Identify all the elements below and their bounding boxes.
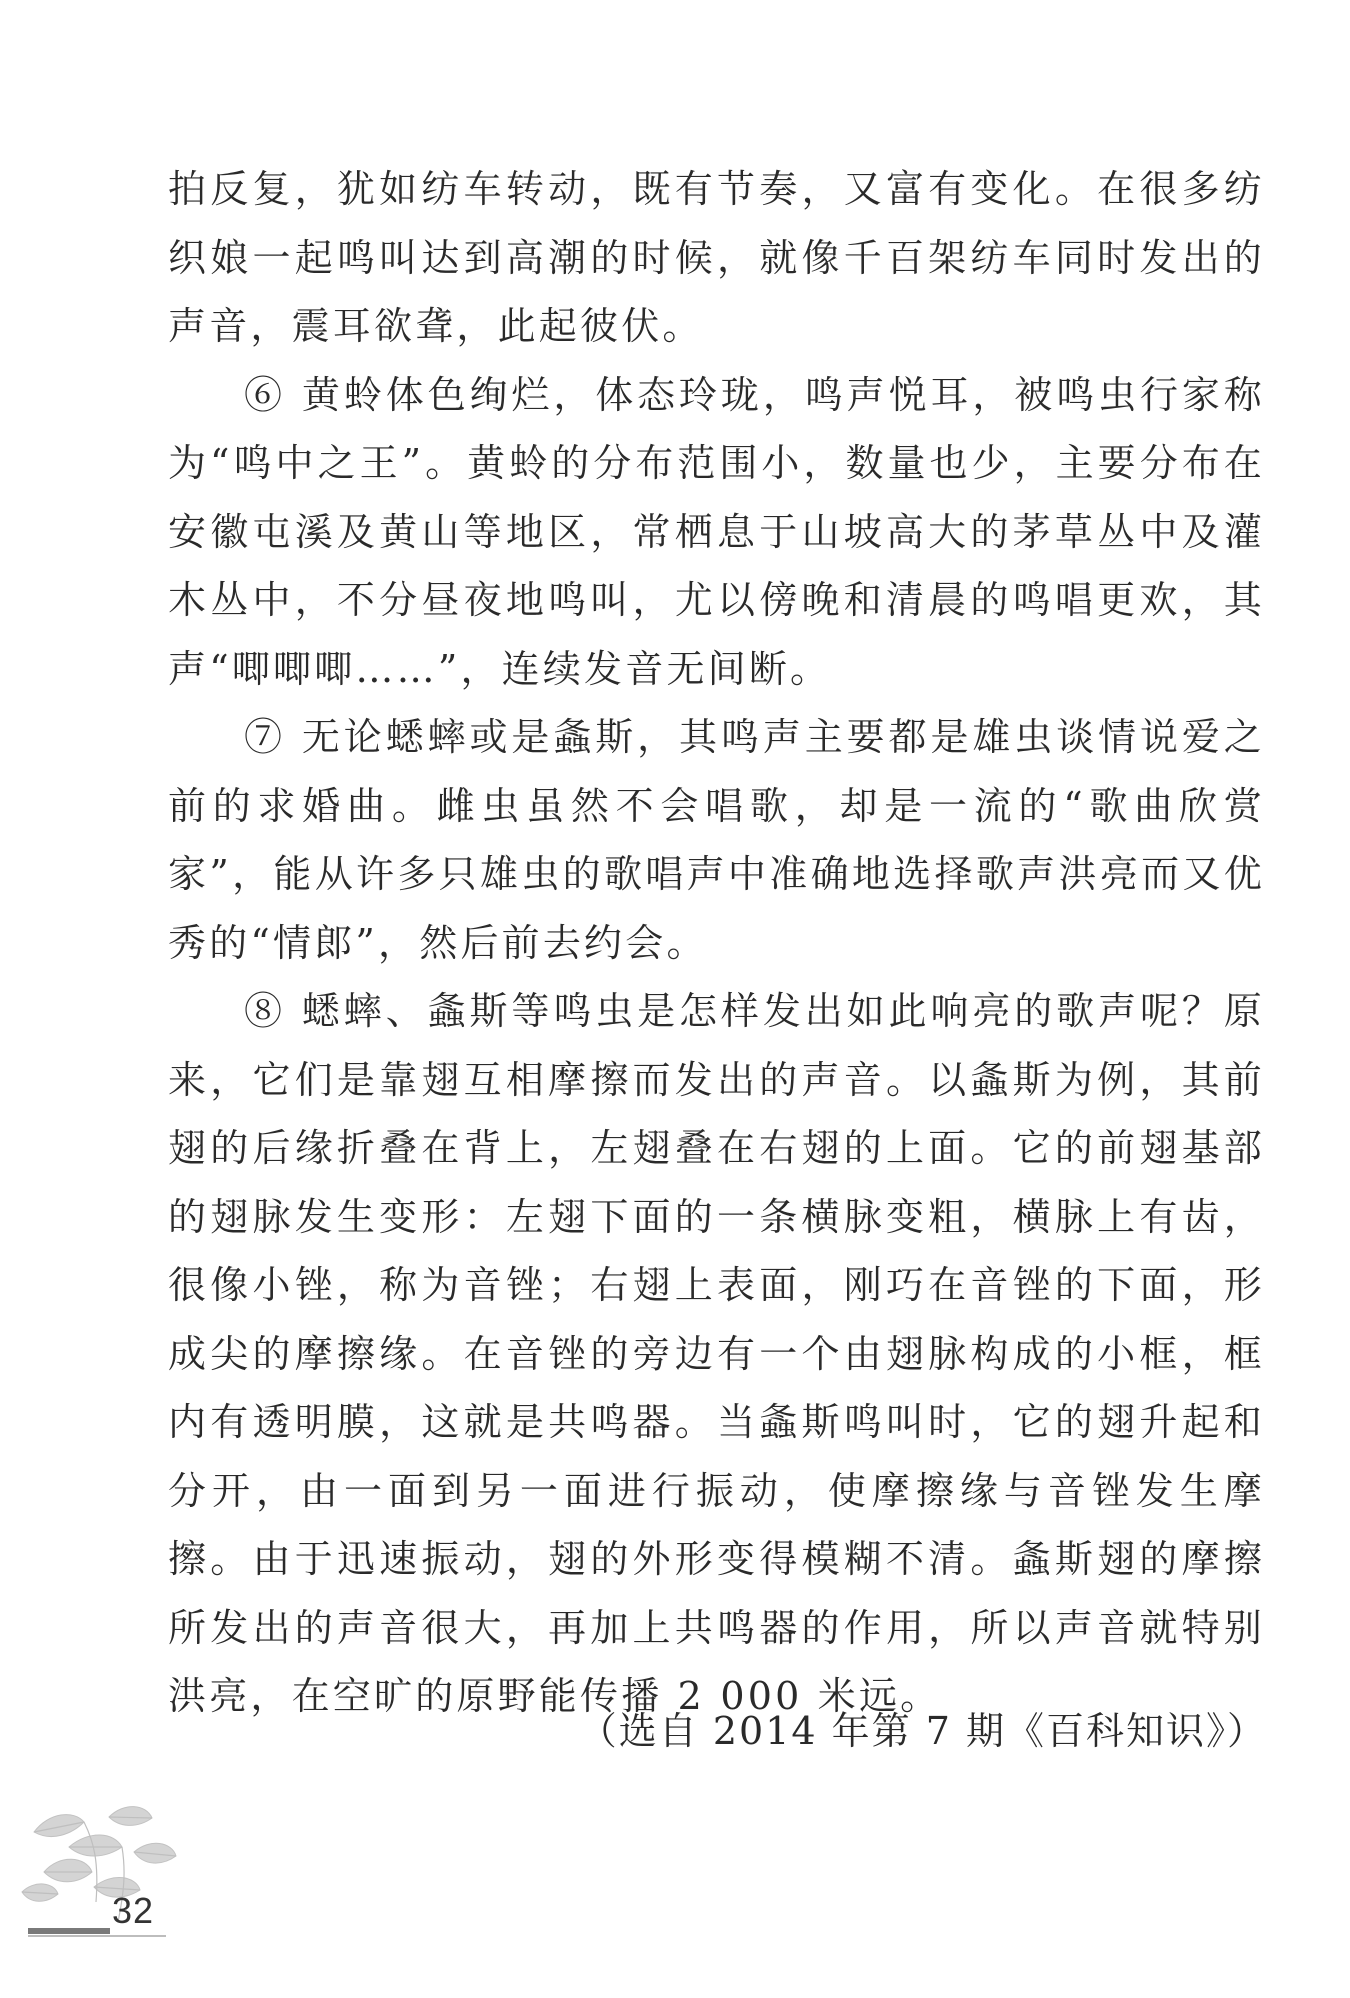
paragraph-continued: 拍反复，犹如纺车转动，既有节奏，又富有变化。在很多纺织娘一起鸣叫达到高潮的时候，就像千百架纺车同时发出的声音，震耳欲聋，此起彼伏。 bbox=[168, 167, 1265, 348]
paragraph-8: ⑧ 蟋蟀、螽斯等鸣虫是怎样发出如此响亮的歌声呢？原来，它们是靠翅互相摩擦而发出的声音。以螽斯为例，其前翅的后缘折叠在背上，左翅叠在右翅的上面。它的前翅基部的翅脉发生变形：左翅下面的一条横脉变粗，横脉上有齿，很像小锉，称为音锉；右翅上表面，刚巧在音锉的下面，形成尖的摩擦缘。在音锉的旁边有一个由翅脉构成的小框，框内有透明膜，这就是共鸣器。当螽斯鸣叫时，它的翅升起和分开，由一面到另一面进行振动，使摩擦缘与音锉发生摩擦。由于迅速振动，翅的外形变得模糊不清。螽斯翅的摩擦所发出的声音很大，再加上共鸣器的作用，所以声音就特别洪亮，在空旷的原野能传播 2 000 米远。 bbox=[168, 989, 1265, 1718]
footer-bar bbox=[28, 1928, 110, 1934]
page-number: 32 bbox=[112, 1890, 155, 1931]
article-body bbox=[168, 155, 1265, 1731]
leaf-ornament-icon bbox=[14, 1792, 184, 1932]
paragraph-6: ⑥ 黄蛉体色绚烂，体态玲珑，鸣声悦耳，被鸣虫行家称为“鸣中之王”。黄蛉的分布范围小，数量也少，主要分布在安徽屯溪及黄山等地区，常栖息于山坡高大的茅草丛中及灌木丛中，不分昼夜地鸣叫，尤以傍晚和清晨的鸣唱更欢，其声“唧唧唧……”，连续发音无间断。 bbox=[168, 372, 1265, 691]
paragraph-7: ⑦ 无论蟋蟀或是螽斯，其鸣声主要都是雄虫谈情说爱之前的求婚曲。雌虫虽然不会唱歌，却是一流的“歌曲欣赏家”，能从许多只雄虫的歌唱声中准确地选择歌声洪亮而又优秀的“情郎”，然后前去约会。 bbox=[168, 715, 1265, 965]
footer-rule bbox=[28, 1935, 166, 1937]
source-citation: （选自 2014 年第 7 期《百科知识》） bbox=[578, 1709, 1267, 1753]
